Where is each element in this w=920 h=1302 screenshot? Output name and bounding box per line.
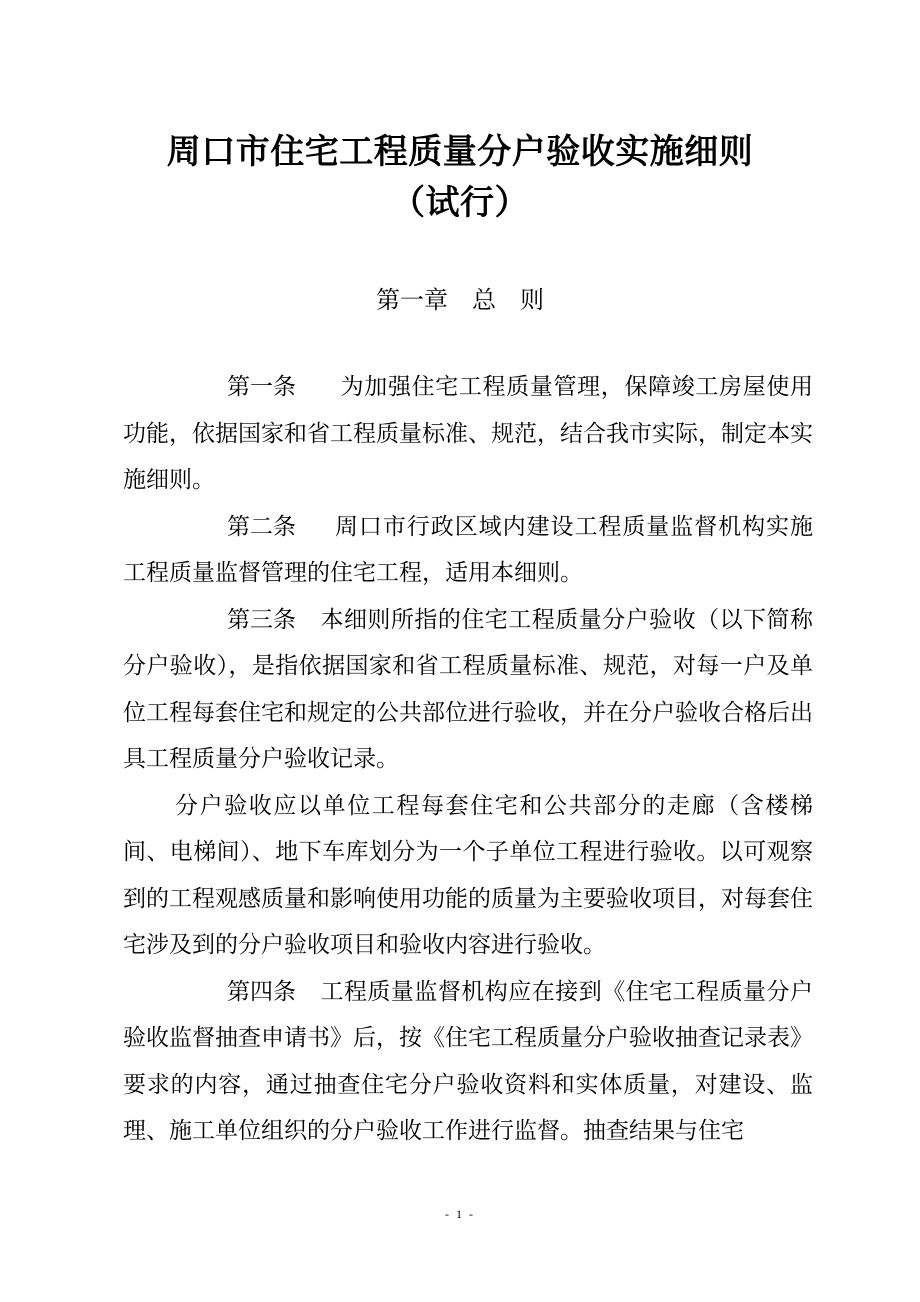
- article-number: 第三条: [227, 606, 296, 633]
- article-text: 为加强住宅工程质量管理，保障竣工房屋使用功能，依据国家和省工程质量标准、规范，结合我市实际，制定本实施细则。: [123, 374, 813, 493]
- article-number: 第二条: [227, 513, 296, 540]
- article-paragraph: [123, 364, 813, 504]
- chapter-heading: 第一章 总 则: [376, 286, 544, 314]
- article-text: 周口市行政区域内建设工程质量监督机构实施工程质量监督管理的住宅工程，适用本细则。: [123, 513, 813, 586]
- article-paragraph: [123, 783, 813, 969]
- article-number: 第四条: [227, 978, 296, 1005]
- article-text: 工程质量监督机构应在接到《住宅工程质量分户验收监督抽查申请书》后，按《住宅工程质量分户验收抽查记录表》要求的内容，通过抽查住宅分户验收资料和实体质量，对建设、监理、施工单位组织的分户验收工作进行监督。抽查结果与住宅: [123, 978, 813, 1144]
- article-paragraph: [123, 504, 813, 597]
- document-title: 周口市住宅工程质量分户验收实施细则: [166, 132, 754, 172]
- article-text: 分户验收应以单位工程每套住宅和公共部分的走廊（含楼梯间、电梯间）、地下车库划分为一个子单位工程进行验收。以可观察到的工程观感质量和影响使用功能的质量为主要验收项目，对每套住宅涉及到的分户验收项目和验收内容进行验收。: [123, 792, 813, 958]
- page-number: - 1 -: [445, 1207, 475, 1221]
- article-paragraph: [123, 969, 813, 1155]
- article-paragraph: [123, 597, 813, 783]
- article-text: 本细则所指的住宅工程质量分户验收（以下简称分户验收），是指依据国家和省工程质量标准、规范，对每一户及单位工程每套住宅和规定的公共部位进行验收，并在分户验收合格后出具工程质量分户验收记录。: [123, 606, 813, 772]
- document-body: [123, 364, 813, 1155]
- document-subtitle: （试行）: [391, 183, 529, 223]
- article-number: 第一条: [227, 374, 296, 400]
